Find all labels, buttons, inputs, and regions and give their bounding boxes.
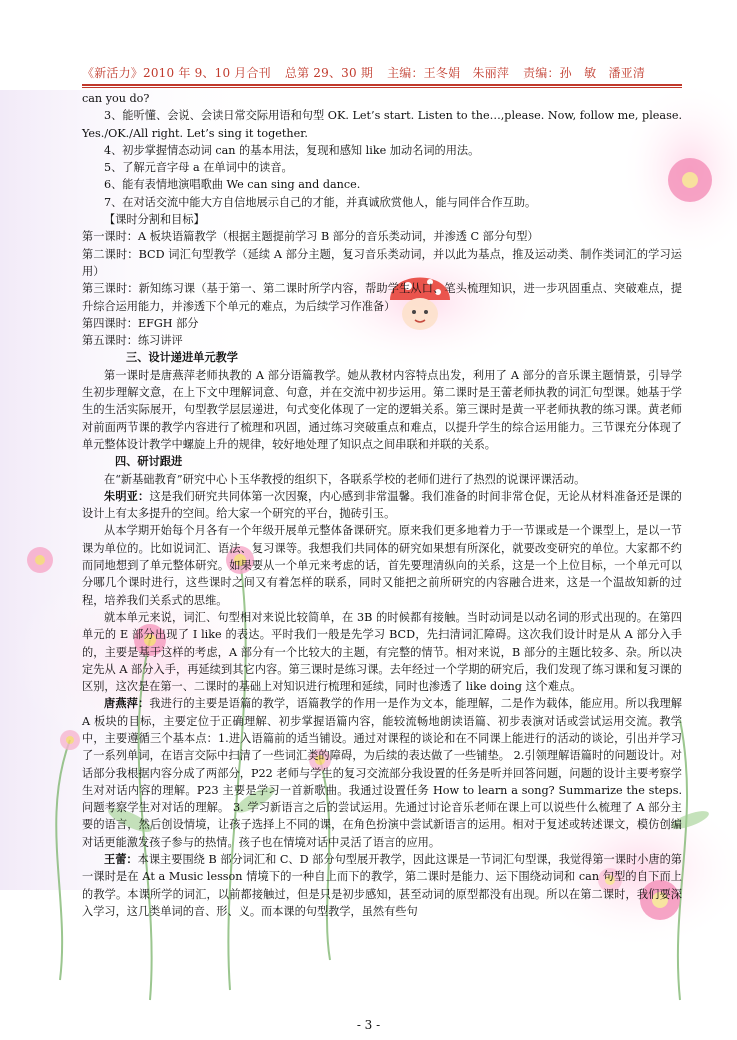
paragraph: 在“新基础教育”研究中心卜玉华教授的组织下，各联系学校的老师们进行了热烈的说课评课活动。 [104, 472, 586, 486]
speaker-text: 我进行的主要是语篇的教学，语篇教学的作用一是作为文本，能理解，二是作为载体，能应用。所以我理解 A 板块的目标，主要定位于正确理解、初步掌握语篇内容，能较流畅地朗读语篇、初步表演对话或尝试运用交流。教学中，主要遵循三个基本点：1.进入语篇前的适当铺设。通过对课程的谈论和在不同课上能进行的活动的谈论，引出并学习了一系列单词，在语言交际中扫清了一些词汇类的障碍，为后续的表达做了一些铺垫。 2.引领理解语篇时的问题设计。对话部分我根据内容分成了两部分，P22 老师与学生的复习交流部分我设置的任务是听并回答问题，问题的设计主要考察学生对对话内容的理解。P23 主要是学习一首新歌曲。我通过设置任务 How to learn a song? Summarize the steps.问题考察学生对对话的理解。 3. 学习新语言之后的尝试运用。先通过讨论音乐老师在课上可以说些什么梳理了 A 部分主要的语言，然后创设情境，让孩子选择上不同的课，在角色扮演中尝试新语言的运用。相对于复述或转述课文，模仿创编对话更能激发孩子参与的热情。孩子也在情境对话中灵活了语言的应用。 [82, 697, 682, 849]
paragraph: 从本学期开始每个月各有一个年级开展单元整体备课研究。原来我们更多地着力于一节课或是一个课型上，是以一节课为单位的。比如说词汇、语法、复习课等。我想我们共同体的研究如果想有所深化，就要改变研究的单位。大家都不约而同地想到了单元整体研究。如果要从一个单元来考虑的话，首先要理清纵向的关系，这是一个上位目标，一个单元可以分哪几个课时进行，这些课时之间又有着怎样的联系，同时又能把之前所研究的内容融合进来，这是一个温故知新的过程，培养我们关系式的思维。 [82, 524, 682, 607]
speaker-name: 唐燕萍： [104, 696, 150, 711]
speaker-paragraph [82, 851, 682, 920]
paragraph: 就本单元来说，词汇、句型相对来说比较简单，在 3B 的时候都有接触。当时动词是以动名词的形式出现的。在第四单元的 E 部分出现了 I like 的表达。平时我们一般是先学习 BCD，先扫清词汇障碍。这次我们设计时是从 A 部分入手的，主要是基于这样的考虑，A 部分有一个比较大的主题，有完整的情节。相对来说，B 部分的主题比较多、杂。所以决定先从 A 部分入手，再延续到其它内容。第三课时是练习课。去年经过一个学期的研究后，我们发现了练习课和复习课的区别，这次是在第一、二课时的基础上对知识进行梳理和延续，同时也渗透了 like doing 这个难点。 [82, 610, 682, 694]
header-rule [82, 84, 682, 86]
speaker-name: 朱明亚： [104, 488, 150, 503]
speaker-name: 王蕾： [104, 852, 138, 867]
speaker-paragraph [82, 488, 682, 523]
lesson-plan-item: 第五课时：练习讲评 [82, 334, 183, 348]
responsible-editor: 责编：孙 敏 潘亚清 [523, 66, 646, 80]
section-heading: 三、设计递进单元教学 [126, 350, 238, 365]
page-number: - 3 - [356, 1018, 381, 1032]
issue-number: 总第 29、30 期 [284, 66, 374, 80]
chief-editor: 主编：王冬娟 朱丽萍 [387, 66, 510, 80]
paragraph: can you do? [82, 92, 150, 105]
paragraph: 第一课时是唐燕萍老师执教的 A 部分语篇教学。她从教材内容特点出发，利用了 A 部分的音乐课主题情景，引导学生初步理解文意，在上下文中理解词意、句意，并在交流中初步运用。第二课时是王蕾老师执教的词汇句型课。她基于学生的生活实际展开，句型教学层层递进，句式变化体现了一定的逻辑关系。第三课时是黄一平老师执教的练习课。黄老师对前面两节课的教学内容进行了梳理和巩固，通过练习突破重点和难点，以提升学生的综合运用能力。三节课充分体现了单元整体设计教学中螺旋上升的规律，较好地处理了知识点之间串联和并联的关系。 [82, 368, 682, 451]
lesson-plan-item: 第一课时：A 板块语篇教学（根据主题提前学习 B 部分的音乐类动词，并渗透 C 部分句型） [82, 230, 539, 244]
section-heading: 四、研讨跟进 [115, 454, 183, 469]
article-body [82, 90, 682, 920]
speaker-text: 这是我们研究共同体第一次因聚，内心感到非常温馨。我们准备的时间非常仓促，无论从材料准备还是课的设计上有太多提升的空间。给大家一个研究的平台，抛砖引玉。 [82, 489, 682, 521]
objective-item: 4、初步掌握情态动词 can 的基本用法，复现和感知 like 加动名词的用法。 [104, 143, 480, 157]
lesson-plan-item: 第四课时：EFGH 部分 [82, 316, 199, 330]
journal-name: 《新活力》2010 年 9、10 月合刊 [82, 66, 271, 80]
lesson-plan-item: 第二课时：BCD 词汇句型教学（延续 A 部分主题，复习音乐类动词，并以此为基点，推及运动类、制作类词汇的学习运用） [82, 247, 682, 278]
objective-item: 5、了解元音字母 a 在单词中的读音。 [104, 161, 293, 175]
objective-item: 6、能有表情地演唱歌曲 We can sing and dance. [104, 178, 361, 192]
running-header [82, 64, 682, 81]
lesson-plan-item: 第三课时：新知练习课（基于第一、第二课时所学内容，帮助学生从口、笔头梳理知识，进一步巩固重点、突破难点，提升综合运用能力，并渗透下个单元的难点，为后续学习作准备） [82, 282, 682, 313]
objective-item: 3、能听懂、会说、会读日常交际用语和句型 OK. Let’s start. Listen to the…,please. Now, follow me, please. Yes./OK./All right. Let’s sing it together. [82, 109, 682, 140]
header-rule-thin [82, 87, 682, 88]
speaker-text: 本课主要围绕 B 部分词汇和 C、D 部分句型展开教学，因此这课是一节词汇句型课，我觉得第一课时小唐的第一课时是在 At a Music lesson 情境下的一种自上而下的教学，第二课时是能力、运下围绕动词和 can 句型的自下而上的教学。本课所学的词汇，以前都接触过，但是只是初步感知，甚至动词的原型都没有出现。所以在第二课时，我们要深入学习，这几类单词的音、形、义。而本课的句型教学，虽然有些句 [82, 853, 682, 918]
objective-item: 7、在对话交流中能大方自信地展示自己的才能，并真诚欣赏他人，能与同伴合作互助。 [104, 195, 537, 209]
section-heading: 【课时分割和目标】 [104, 213, 205, 227]
speaker-paragraph [82, 695, 682, 851]
